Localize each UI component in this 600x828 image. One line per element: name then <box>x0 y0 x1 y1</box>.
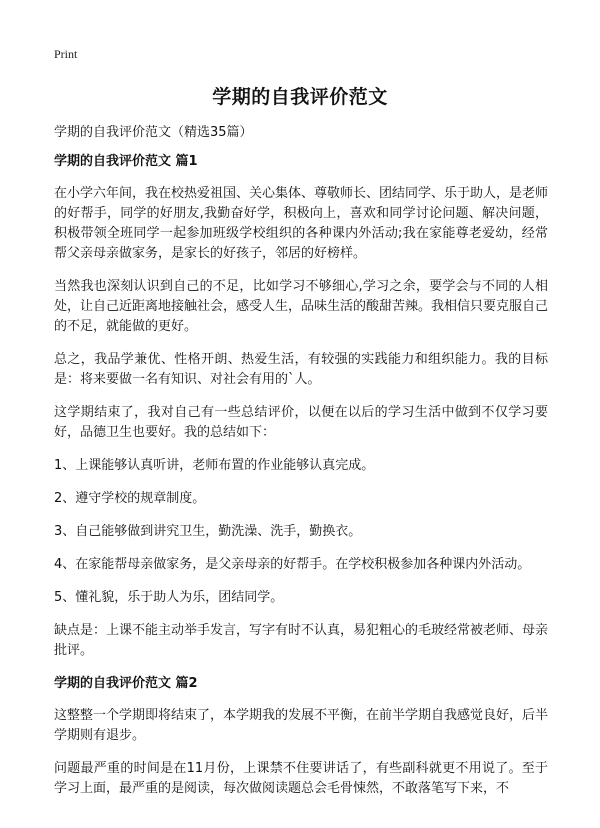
list-item: 2、遵守学校的规章制度。 <box>54 491 206 506</box>
print-label: Print <box>54 47 78 61</box>
list-item: 4、在家能帮母亲做家务，是父亲母亲的好帮手。在学校积极参加各种课内外活动。 <box>54 557 531 572</box>
list-item: 1、上课能够认真听讲，老师布置的作业能够认真完成。 <box>54 458 375 473</box>
list-item: 5、懂礼貌，乐于助人为乐，团结同学。 <box>54 590 284 605</box>
paragraph: 问题最严重的时间是在11月份，上课禁不住要讲话了，有些副科就更不用说了。至于学习上面，最严重的是阅读，每次做阅读题总会毛骨悚然，不敢落笔写下来，不 <box>54 761 548 796</box>
page-subtitle: 学期的自我评价范文（精选35篇） <box>54 125 253 140</box>
paragraph: 总之，我品学兼优、性格开朗、热爱生活，有较强的实践能力和组织能力。我的目标是：将来要做一名有知识、对社会有用的`人。 <box>54 352 548 387</box>
section-1 <box>54 152 548 661</box>
list-item: 3、自己能够做到讲究卫生，勤洗澡、洗手，勤换衣。 <box>54 524 362 539</box>
paragraph: 这学期结束了，我对自己有一些总结评价，以便在以后的学习生活中做到不仅学习要好，品德卫生也要好。我的总结如下： <box>54 405 548 440</box>
page-title: 学期的自我评价范文 <box>212 86 388 108</box>
paragraph: 在小学六年间，我在校热爱祖国、关心集体、尊敬师长、团结同学、乐于助人，是老师的好帮手，同学的好朋友,我勤奋好学，积极向上，喜欢和同学讨论问题、解决问题，积极带领全班同学一起参加班级学校组织的各种课内外活动;我在家能尊老爱幼，经常帮父亲母亲做家务，是家长的好孩子，邻居的好榜样。 <box>54 186 549 261</box>
section-2 <box>54 674 548 799</box>
paragraph: 当然我也深刻认识到自己的不足，比如学习不够细心,学习之余，要学会与不同的人相处，让自己近距离地接触社会，感受人生，品味生活的酸甜苦辣。我相信只要克服自己的不足，就能做的更好。 <box>54 279 549 334</box>
paragraph: 这整整一个学期即将结束了，本学期我的发展不平衡，在前半学期自我感觉良好，后半学期则有退步。 <box>54 708 549 743</box>
article-body <box>54 146 548 812</box>
section-heading: 学期的自我评价范文 篇2 <box>54 676 198 691</box>
section-heading: 学期的自我评价范文 篇1 <box>54 154 198 169</box>
paragraph: 缺点是：上课不能主动举手发言，写字有时不认真，易犯粗心的毛玻经常被老师、母亲批评。 <box>54 623 549 658</box>
